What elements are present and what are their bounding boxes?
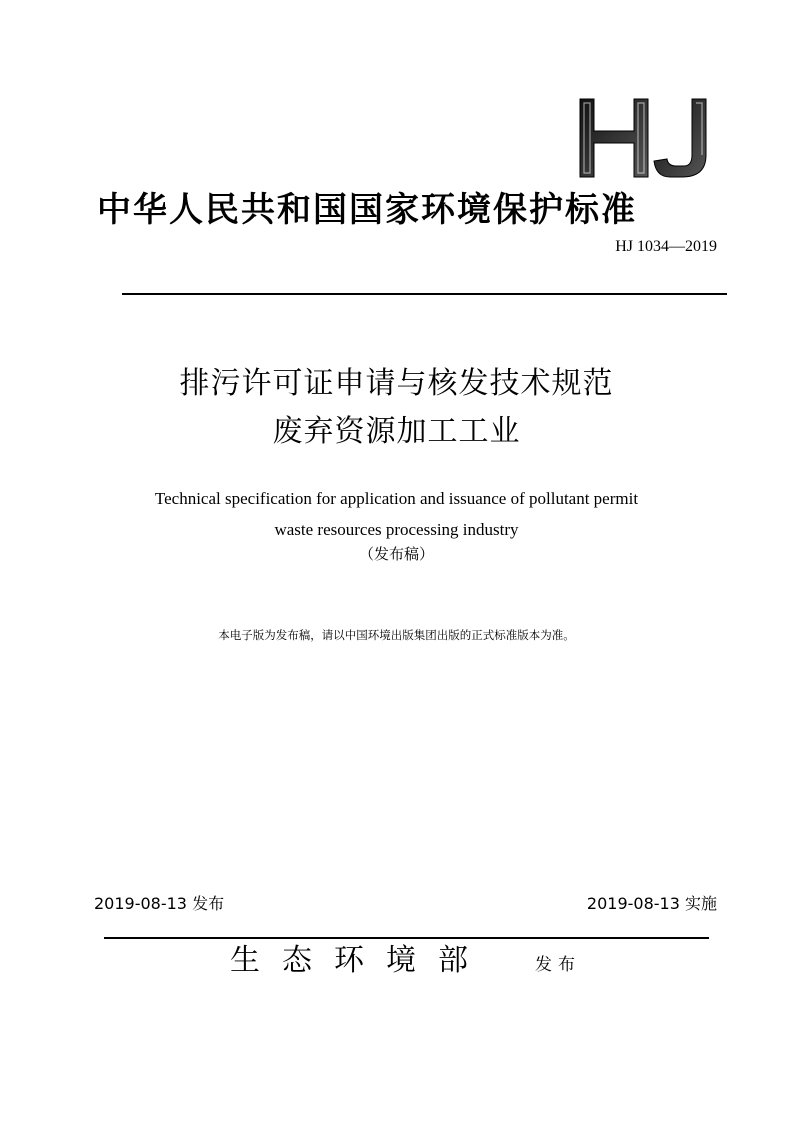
issue-date: 2019-08-13 发布: [94, 894, 225, 913]
draft-label: （发布稿）: [358, 545, 434, 563]
standard-category-title: 中华人民共和国国家环境保护标准: [97, 190, 637, 230]
document-title-zh-line2: 废弃资源加工工业: [272, 414, 521, 449]
top-divider: [122, 293, 727, 295]
hj-standard-logo-icon: [576, 95, 718, 181]
bottom-divider: [104, 937, 709, 939]
publish-label: 发布: [535, 955, 581, 975]
document-title-en-line1: Technical specification for application and issuance of pollutant permit: [154, 489, 639, 508]
electronic-version-notice: 本电子版为发布稿，请以中国环境出版集团出版的正式标准版本为准。: [218, 628, 575, 642]
publisher-name: 生态环境部: [230, 943, 490, 978]
effective-date: 2019-08-13 实施: [586, 894, 717, 913]
document-title-en-line2: waste resources processing industry: [274, 520, 519, 539]
standard-code: HJ 1034—2019: [615, 238, 717, 255]
document-title-zh-line1: 排污许可证申请与核发技术规范: [179, 366, 614, 401]
